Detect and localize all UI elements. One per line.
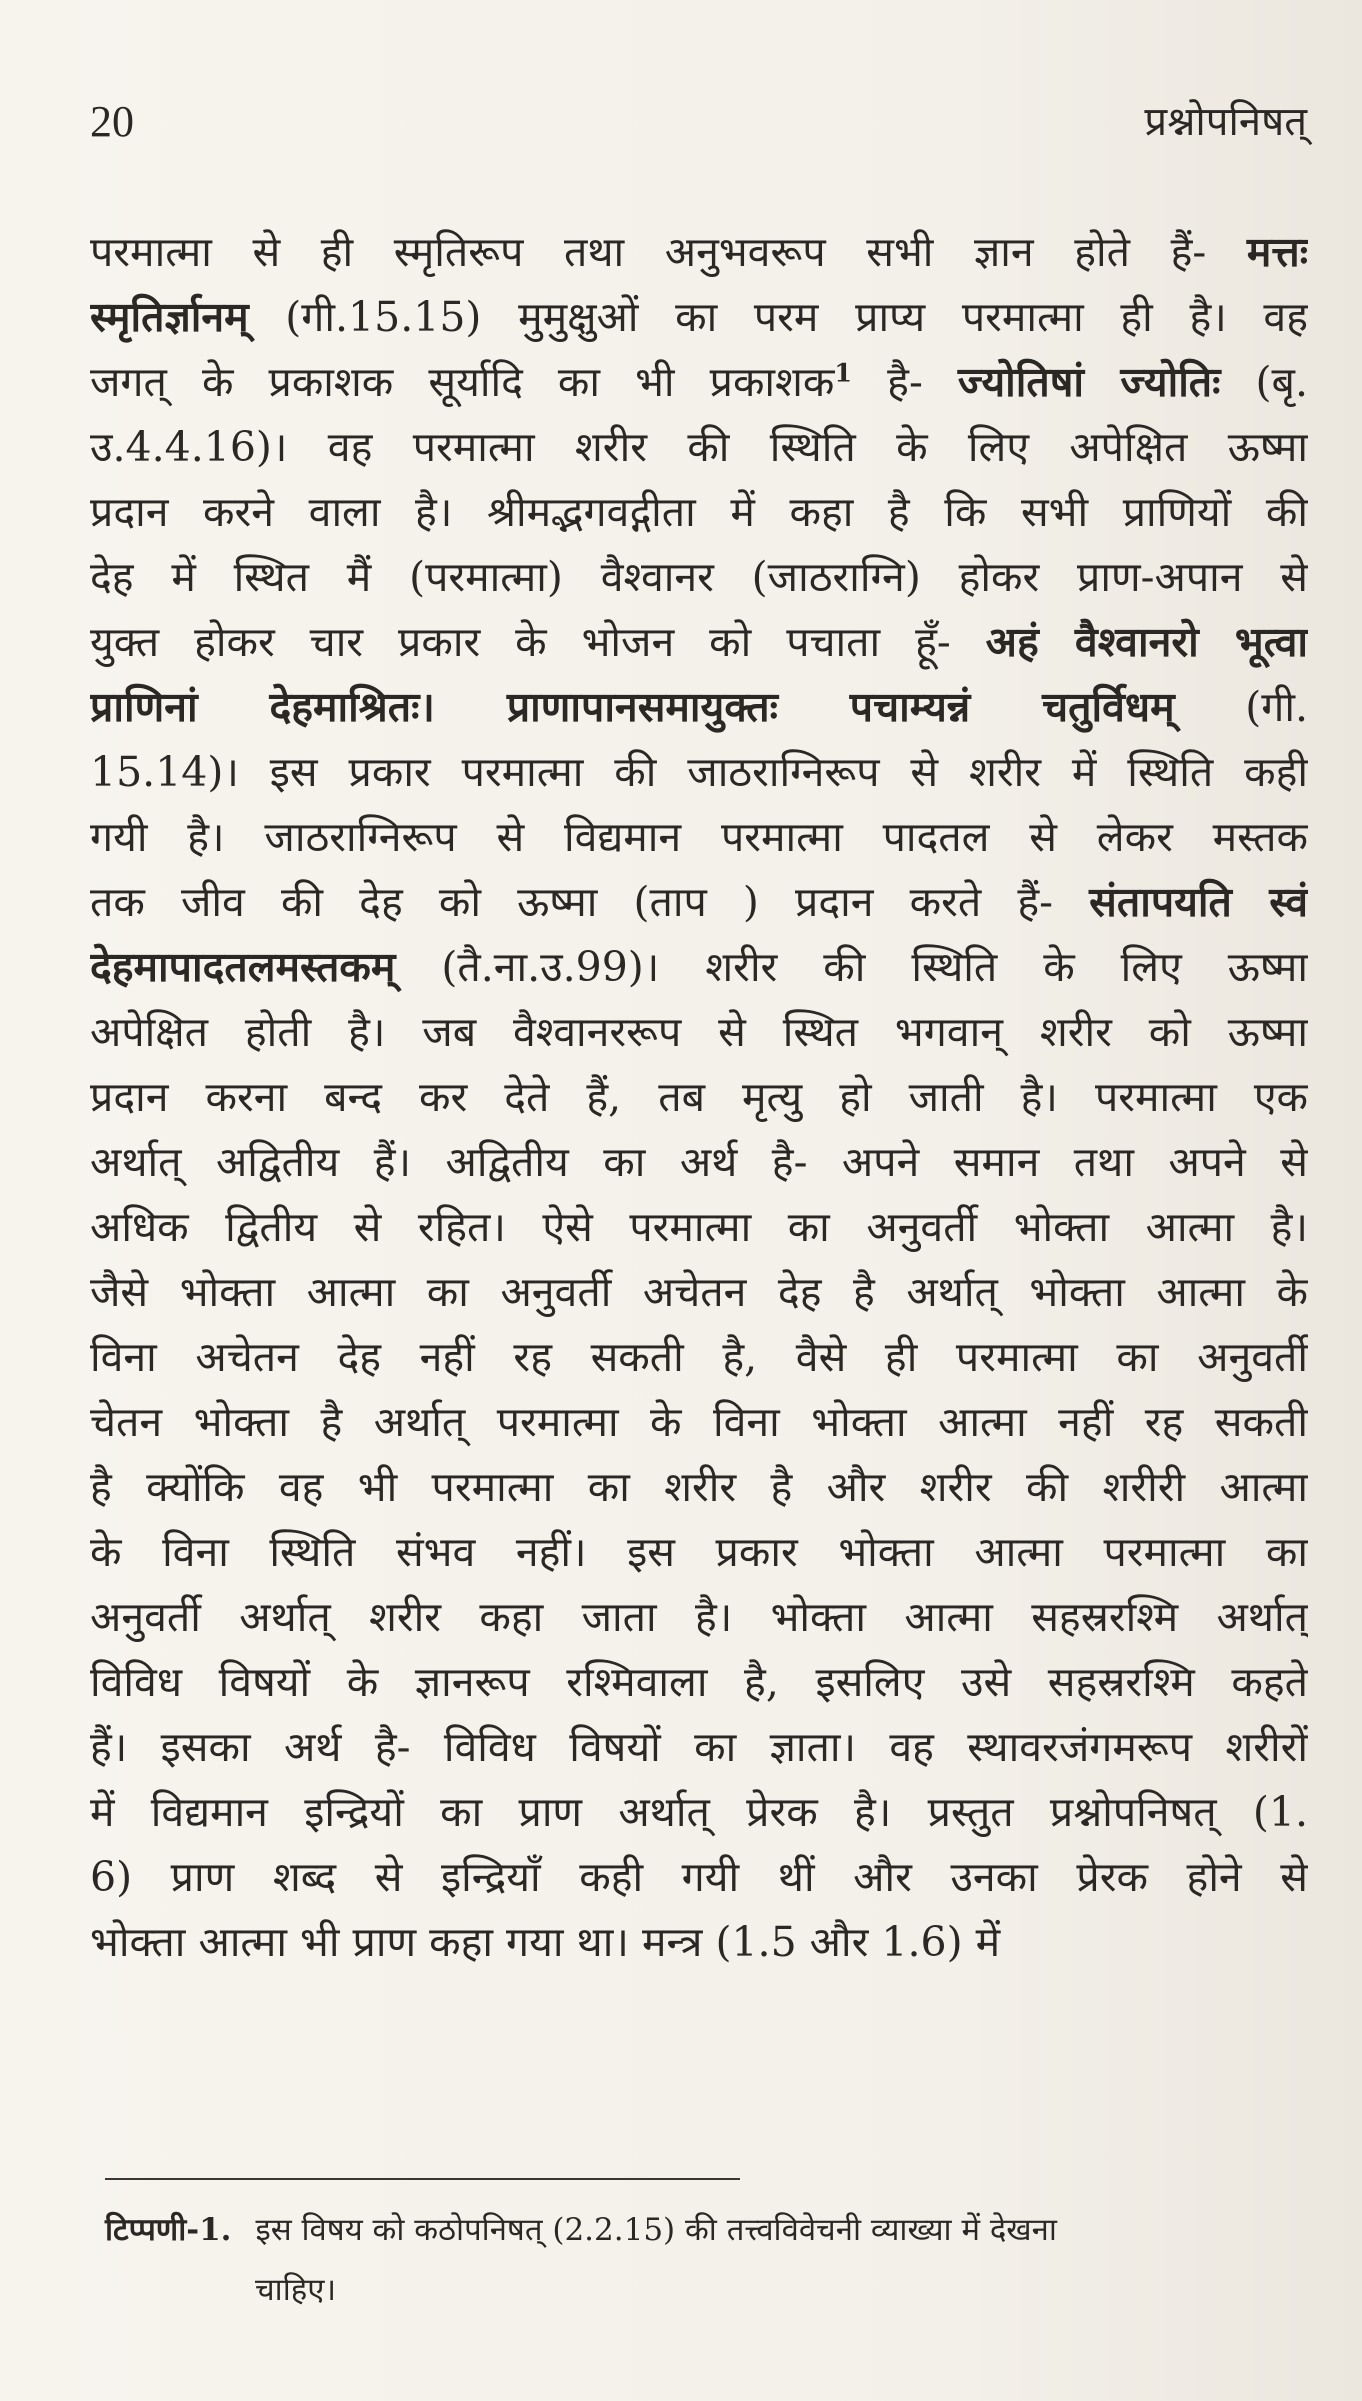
footnote-text: इस विषय को कठोपनिषत् (2.2.15) की तत्त्वविवेचनी व्याख्या में देखना	[255, 2212, 1057, 2248]
text-segment: भोक्ता आत्मा भी प्राण कहा गया था। मन्त्र (1.5 और 1.6) में	[90, 1918, 1001, 1966]
text-segment: हैं। इसका अर्थ है- विविध विषयों का ज्ञाता। वह स्थावरजंगमरूप शरीरों	[90, 1723, 1308, 1771]
text-segment: देह में स्थित मैं (परमात्मा) वैश्वानर (जाठराग्नि) होकर प्राण-अपान से	[90, 553, 1308, 601]
footnote-label: टिप्पणी-1.	[105, 2212, 232, 2248]
text-segment: जगत् के प्रकाशक सूर्यादि का भी प्रकाशक	[90, 358, 835, 406]
text-line	[90, 805, 1308, 870]
text-segment: प्रदान करने वाला है। श्रीमद्भगवद्गीता में कहा है कि सभी प्राणियों की	[90, 488, 1308, 536]
running-title: प्रश्नोपनिषत्	[1144, 99, 1307, 145]
text-line	[90, 1520, 1308, 1585]
text-segment: जैसे भोक्ता आत्मा का अनुवर्ती अचेतन देह है अर्थात् भोक्ता आत्मा के	[90, 1268, 1308, 1316]
text-line	[90, 1650, 1308, 1715]
quoted-verse-bold: देहमापादतलमस्तकम्	[90, 943, 396, 991]
footnote-marker: 1	[834, 357, 853, 388]
text-segment: चेतन भोक्ता है अर्थात् परमात्मा के विना भोक्ता आत्मा नहीं रह सकती	[90, 1398, 1308, 1446]
quoted-verse-bold: अहं वैश्वानरो भूत्वा	[985, 618, 1308, 666]
text-line	[90, 870, 1308, 935]
footnote-line-2	[105, 2260, 1310, 2320]
text-line	[90, 610, 1308, 675]
text-segment: 15.14)। इस प्रकार परमात्मा की जाठराग्निरूप से शरीर में स्थिति कही	[90, 748, 1308, 796]
quoted-verse-bold: प्राणिनां देहमाश्रितः। प्राणापानसमायुक्तः पचाम्यन्नं चतुर्विधम्	[90, 683, 1175, 731]
text-segment: अर्थात् अद्वितीय हैं। अद्वितीय का अर्थ है- अपने समान तथा अपने से	[90, 1138, 1308, 1186]
text-segment: गयी है। जाठराग्निरूप से विद्यमान परमात्मा पादतल से लेकर मस्तक	[90, 813, 1308, 861]
text-line	[90, 1195, 1308, 1260]
text-line	[90, 1325, 1308, 1390]
text-segment: अनुवर्ती अर्थात् शरीर कहा जाता है। भोक्ता आत्मा सहस्ररश्मि अर्थात्	[90, 1593, 1308, 1641]
text-line	[90, 1780, 1308, 1845]
text-segment: तक जीव की देह को ऊष्मा (ताप ) प्रदान करते हैं-	[90, 878, 1090, 926]
quoted-verse-bold: ज्योतिषां ज्योतिः	[957, 358, 1221, 406]
footnote-text-continued: चाहिए।	[255, 2272, 337, 2308]
page-number: 20	[90, 97, 134, 146]
text-line	[90, 1130, 1308, 1195]
text-segment: अपेक्षित होती है। जब वैश्वानररूप से स्थित भगवान् शरीर को ऊष्मा	[90, 1008, 1308, 1056]
footnote-line-1	[105, 2200, 1310, 2260]
text-segment: विविध विषयों के ज्ञानरूप रश्मिवाला है, इसलिए उसे सहस्ररश्मि कहते	[90, 1658, 1308, 1706]
quoted-verse-bold: संतापयति स्वं	[1089, 878, 1308, 926]
body-paragraph	[90, 220, 1308, 1975]
text-segment: (गी.15.15) मुमुक्षुओं का परम प्राप्य परमात्मा ही है। वह	[248, 293, 1308, 341]
quoted-verse-bold: मत्तः	[1246, 228, 1308, 276]
text-segment: में विद्यमान इन्द्रियों का प्राण अर्थात् प्रेरक है। प्रस्तुत प्रश्नोपनिषत् (1.	[90, 1788, 1308, 1836]
text-line	[90, 1715, 1308, 1780]
text-line	[90, 480, 1308, 545]
text-line	[90, 415, 1308, 480]
text-line	[90, 545, 1308, 610]
text-segment: प्रदान करना बन्द कर देते हैं, तब मृत्यु हो जाती है। परमात्मा एक	[90, 1073, 1308, 1121]
quoted-verse-bold: स्मृतिर्ज्ञानम्	[90, 293, 249, 341]
text-segment: उ.4.4.16)। वह परमात्मा शरीर की स्थिति के लिए अपेक्षित ऊष्मा	[90, 423, 1308, 471]
text-segment: (तै.ना.उ.99)। शरीर की स्थिति के लिए ऊष्मा	[395, 943, 1308, 991]
text-segment: (बृ.	[1220, 358, 1308, 406]
text-line	[90, 1000, 1308, 1065]
text-line	[90, 740, 1308, 805]
text-segment: युक्त होकर चार प्रकार के भोजन को पचाता हूँ-	[90, 618, 986, 666]
footnote	[105, 2200, 1310, 2320]
text-segment: 6) प्राण शब्द से इन्द्रियाँ कही गयी थीं और उनका प्रेरक होने से	[90, 1853, 1308, 1901]
footnote-divider	[105, 2178, 740, 2180]
text-line	[90, 1455, 1308, 1520]
text-line	[90, 1390, 1308, 1455]
text-line	[90, 935, 1308, 1000]
text-segment: है क्योंकि वह भी परमात्मा का शरीर है और शरीर की शरीरी आत्मा	[90, 1463, 1308, 1511]
text-segment: परमात्मा से ही स्मृतिरूप तथा अनुभवरूप सभी ज्ञान होते हैं-	[90, 228, 1247, 276]
text-line	[90, 1585, 1308, 1650]
text-line	[90, 1260, 1308, 1325]
text-segment: अधिक द्वितीय से रहित। ऐसे परमात्मा का अनुवर्ती भोक्ता आत्मा है।	[90, 1203, 1308, 1251]
text-line	[90, 220, 1308, 285]
text-line	[90, 675, 1308, 740]
text-line	[90, 350, 1308, 415]
text-line	[90, 285, 1308, 350]
text-line	[90, 1845, 1308, 1910]
page-header	[90, 92, 1307, 152]
text-line	[90, 1910, 1308, 1975]
text-segment: है-	[852, 358, 958, 406]
text-segment: (गी.	[1174, 683, 1308, 731]
text-segment: विना अचेतन देह नहीं रह सकती है, वैसे ही परमात्मा का अनुवर्ती	[90, 1333, 1308, 1381]
text-line	[90, 1065, 1308, 1130]
text-segment: के विना स्थिति संभव नहीं। इस प्रकार भोक्ता आत्मा परमात्मा का	[90, 1528, 1308, 1576]
